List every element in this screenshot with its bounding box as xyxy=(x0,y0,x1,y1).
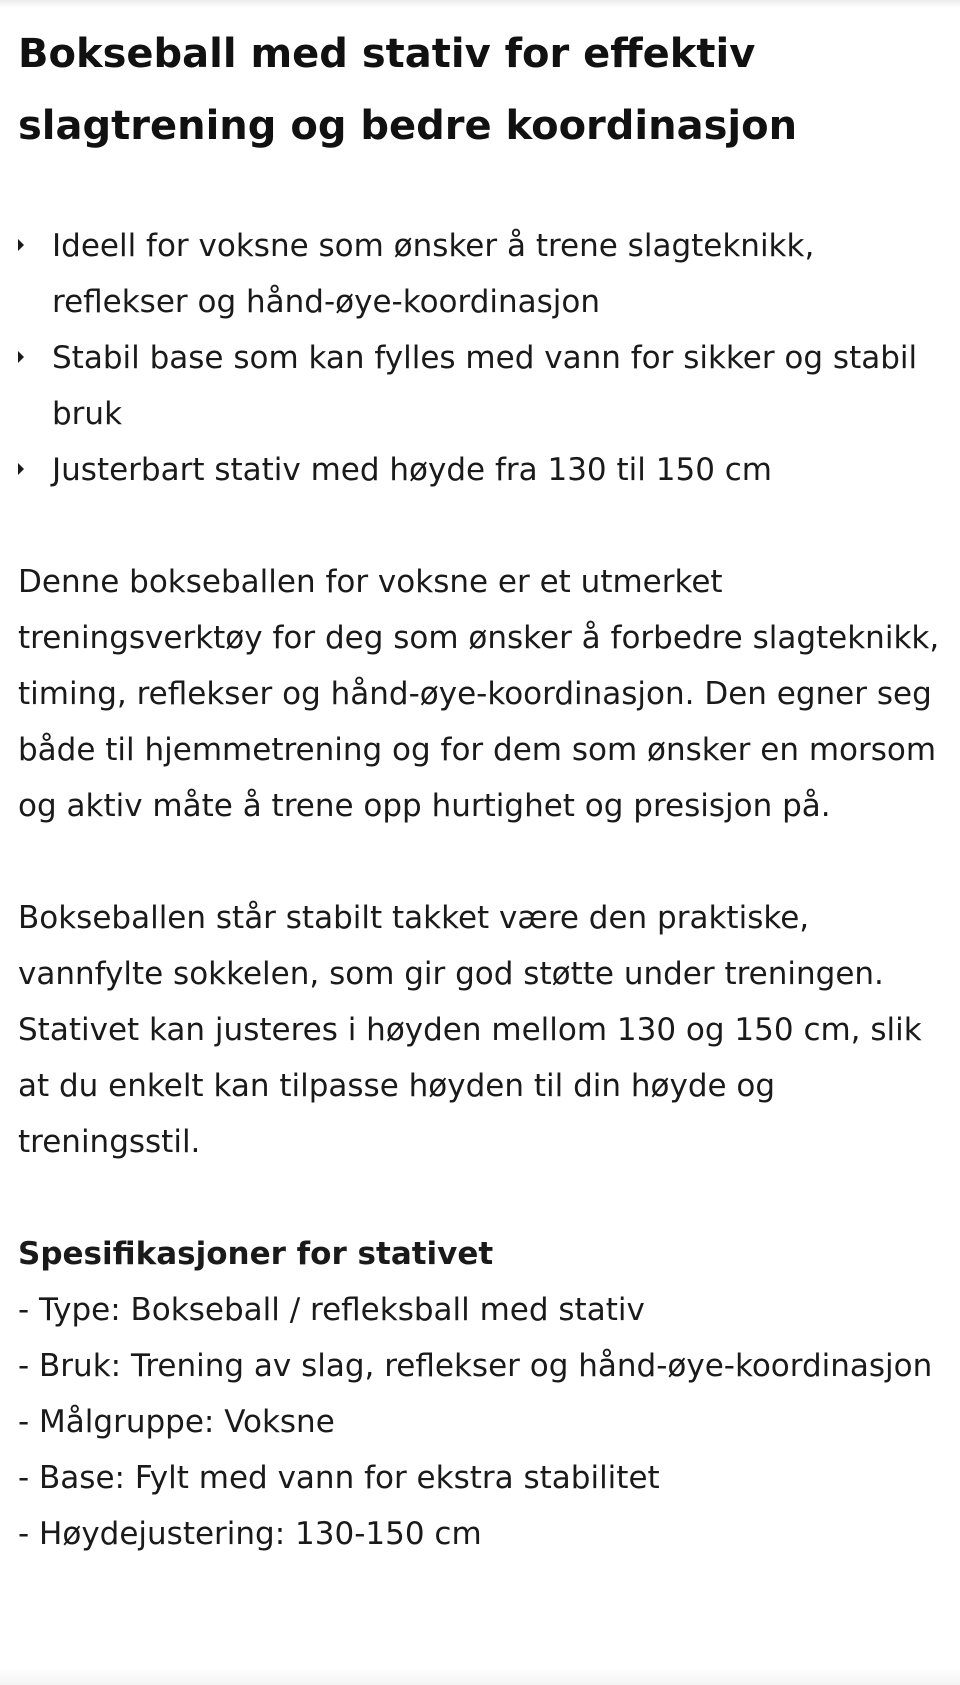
bottom-edge-shade xyxy=(0,1667,960,1685)
spec-line: - Bruk: Trening av slag, reflekser og hånd-øye-koordinasjon xyxy=(18,1348,933,1384)
description-paragraph: Bokseballen står stabilt takket være den praktiske, vannfylte sokkelen, som gir god støtte under treningen. Stativet kan justeres i høyden mellom 130 og 150 cm, slik at du enkelt kan tilpasse høyden til din høyde og treningsstil. xyxy=(18,900,922,1160)
spec-line: - Høydejustering: 130-150 cm xyxy=(18,1516,482,1552)
description-paragraph: Denne bokseballen for voksne er et utmerket treningsverktøy for deg som ønsker å forbedre slagteknikk, timing, reflekser og hånd-øye-koordinasjon. Den egner seg både til hjemmetrening og for dem som ønsker en morsom og aktiv måte å trene opp hurtighet og presisjon på. xyxy=(18,564,940,824)
feature-item xyxy=(18,442,948,498)
bullet-triangle-icon xyxy=(18,351,24,363)
bullet-triangle-icon xyxy=(18,463,24,475)
feature-item xyxy=(18,218,948,330)
specifications-section xyxy=(18,1226,948,1562)
feature-text: Ideell for voksne som ønsker å trene slagteknikk, reflekser og hånd-øye-koordinasjon xyxy=(52,228,815,320)
specifications-heading: Spesifikasjoner for stativet xyxy=(18,1236,494,1272)
feature-list xyxy=(18,218,948,498)
feature-text: Justerbart stativ med høyde fra 130 til 150 cm xyxy=(52,452,773,488)
top-edge-shade xyxy=(0,0,960,8)
spec-line: - Base: Fylt med vann for ekstra stabilitet xyxy=(18,1460,660,1496)
spec-line: - Målgruppe: Voksne xyxy=(18,1404,335,1440)
spec-line: - Type: Bokseball / refleksball med stativ xyxy=(18,1292,645,1328)
feature-text: Stabil base som kan fylles med vann for sikker og stabil bruk xyxy=(52,340,918,432)
product-title: Bokseball med stativ for effektiv slagtrening og bedre koordinasjon xyxy=(18,31,798,149)
bullet-triangle-icon xyxy=(18,239,24,251)
product-description xyxy=(18,18,948,1562)
feature-item xyxy=(18,330,948,442)
